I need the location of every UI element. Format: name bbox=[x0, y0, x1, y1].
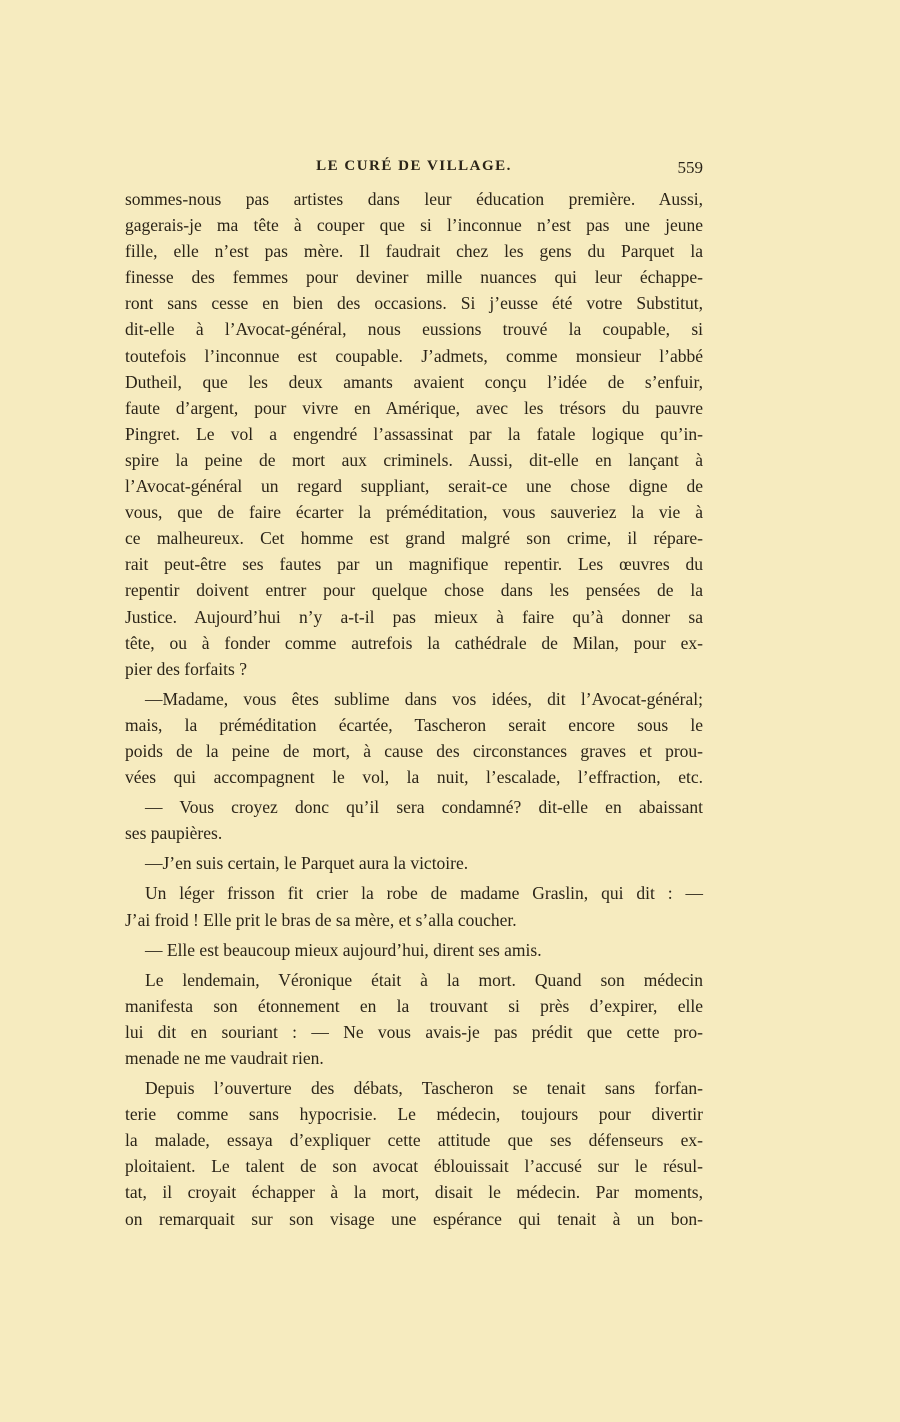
text-line: repentir doivent entrer pour quelque chose dans les pensées de la bbox=[125, 580, 703, 601]
text-line: on remarquait sur son visage une espérance qui tenait à un bon- bbox=[125, 1208, 703, 1229]
text-line: Un léger frisson fit crier la robe de madame Graslin, qui dit : — bbox=[145, 883, 703, 904]
text-line: Dutheil, que les deux amants avaient conçu l’idée de s’enfuir, bbox=[125, 371, 703, 392]
text-line: tête, ou à fonder comme autrefois la cathédrale de Milan, pour ex- bbox=[125, 632, 703, 653]
text-line: dit-elle à l’Avocat-général, nous eussions trouvé la coupable, si bbox=[125, 319, 703, 340]
text-line: pier des forfaits ? bbox=[125, 658, 247, 679]
body-text bbox=[125, 186, 703, 1236]
paragraph bbox=[125, 937, 703, 963]
text-line: poids de la peine de mort, à cause des circonstances graves et prou- bbox=[125, 740, 703, 761]
text-line: vous, que de faire écarter la préméditation, vous sauveriez la vie à bbox=[125, 502, 703, 523]
running-title: LE CURÉ DE VILLAGE. bbox=[316, 158, 512, 174]
text-line: ront sans cesse en bien des occasions. Si j’eusse été votre Substitut, bbox=[125, 293, 703, 314]
text-line: mais, la préméditation écartée, Tascheron serait encore sous le bbox=[125, 714, 703, 735]
text-line: ce malheureux. Cet homme est grand malgré son crime, il répare- bbox=[125, 528, 703, 549]
text-line: J’ai froid ! Elle prit le bras de sa mère, et s’alla coucher. bbox=[125, 909, 517, 930]
text-line: sommes-nous pas artistes dans leur éducation première. Aussi, bbox=[125, 189, 703, 209]
text-line: rait peut-être ses fautes par un magnifique repentir. Les œuvres du bbox=[125, 554, 703, 575]
text-line: terie comme sans hypocrisie. Le médecin, toujours pour divertir bbox=[125, 1104, 703, 1125]
text-line: Depuis l’ouverture des débats, Tascheron se tenait sans forfan- bbox=[145, 1078, 703, 1099]
paragraph bbox=[125, 880, 703, 932]
text-line: Justice. Aujourd’hui n’y a-t-il pas mieux à faire qu’à donner sa bbox=[125, 606, 703, 627]
page-number: 559 bbox=[677, 158, 703, 177]
paragraph bbox=[125, 186, 703, 682]
text-line: finesse des femmes pour deviner mille nuances qui leur échappe- bbox=[125, 267, 703, 288]
text-line: spire la peine de mort aux criminels. Aussi, dit-elle en lançant à bbox=[125, 449, 703, 470]
text-line: gagerais-je ma tête à couper que si l’inconnue n’est pas une jeune bbox=[125, 215, 703, 236]
page-header bbox=[125, 156, 703, 180]
text-line: toutefois l’inconnue est coupable. J’admets, comme monsieur l’abbé bbox=[125, 345, 703, 366]
paragraph bbox=[125, 686, 703, 790]
text-line: — Vous croyez donc qu’il sera condamné? dit-elle en abaissant bbox=[145, 797, 703, 818]
paragraph bbox=[125, 794, 703, 846]
text-line: Le lendemain, Véronique était à la mort. Quand son médecin bbox=[145, 969, 703, 990]
text-line: —Madame, vous êtes sublime dans vos idées, dit l’Avocat-général; bbox=[145, 688, 703, 709]
text-line: lui dit en souriant : — Ne vous avais-je pas prédit que cette pro- bbox=[125, 1021, 703, 1042]
text-line: ses paupières. bbox=[125, 823, 223, 844]
paragraph bbox=[125, 850, 703, 876]
text-line: — Elle est beaucoup mieux aujourd’hui, dirent ses amis. bbox=[145, 939, 542, 960]
text-line: l’Avocat-général un regard suppliant, serait-ce une chose digne de bbox=[125, 476, 703, 497]
paragraph bbox=[125, 967, 703, 1071]
text-line: —J’en suis certain, le Parquet aura la victoire. bbox=[145, 853, 469, 874]
text-line: Pingret. Le vol a engendré l’assassinat par la fatale logique qu’in- bbox=[125, 423, 703, 444]
text-line: fille, elle n’est pas mère. Il faudrait chez les gens du Parquet la bbox=[125, 241, 703, 262]
text-line: manifesta son étonnement en la trouvant si près d’expirer, elle bbox=[125, 995, 703, 1016]
text-line: tat, il croyait échapper à la mort, disait le médecin. Par moments, bbox=[125, 1182, 703, 1203]
text-line: faute d’argent, pour vivre en Amérique, avec les trésors du pauvre bbox=[125, 397, 703, 418]
paragraph bbox=[125, 1075, 703, 1232]
text-line: menade ne me vaudrait rien. bbox=[125, 1048, 324, 1068]
text-line: vées qui accompagnent le vol, la nuit, l’escalade, l’effraction, etc. bbox=[125, 767, 703, 788]
text-line: ploitaient. Le talent de son avocat éblouissait l’accusé sur le résul- bbox=[125, 1156, 703, 1177]
text-line: la malade, essaya d’expliquer cette attitude que ses défenseurs ex- bbox=[125, 1130, 703, 1151]
